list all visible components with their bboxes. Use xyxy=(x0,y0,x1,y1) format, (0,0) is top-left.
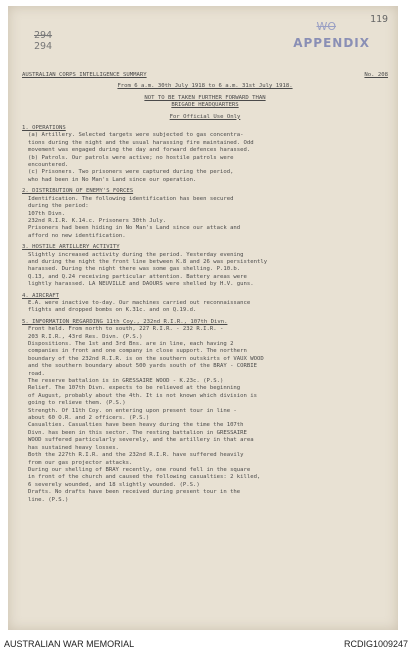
body-line: 6 severely wounded, and 18 slightly wounded. (P.S.) xyxy=(28,481,200,488)
section-title: 4. AIRCRAFT xyxy=(22,292,60,299)
body-line: (c) Prisoners. Two prisoners were captured during the period, xyxy=(28,169,234,176)
body-line: flights and dropped bombs on K.31c. and on Q.19.d. xyxy=(28,307,197,314)
body-line: encountered. xyxy=(28,162,69,169)
document-title: AUSTRALIAN CORPS INTELLIGENCE SUMMARY xyxy=(22,72,147,78)
summary-number: No. 208 xyxy=(364,72,388,78)
body-line: movement was engaged during the day and forward defences harassed. xyxy=(28,147,251,154)
restriction-line-1: NOT TO BE TAKEN FURTHER FORWARD THAN xyxy=(144,94,266,101)
section-body xyxy=(28,326,388,504)
body-line: Drafts. No drafts have been received during present tour in the xyxy=(28,489,241,496)
body-line: line. (P.S.) xyxy=(28,496,69,503)
body-line: Prisoners had been hiding in No Man's Land since our attack and xyxy=(28,225,241,232)
appendix-stamp: APPENDIX xyxy=(293,36,370,50)
body-line: 107th Divn. xyxy=(28,210,66,217)
page-number: 119 xyxy=(369,14,388,25)
body-line: road. xyxy=(28,370,45,377)
body-line: Front held. From north to south, 227 R.I.R. - 232 R.I.R. - xyxy=(28,326,224,333)
body-line: Identification. The following identification has been secured xyxy=(28,195,234,202)
body-line: has sustained heavy losses. xyxy=(28,444,119,451)
body-line: in front of the church and caused the following casualties: 2 killed, xyxy=(28,474,261,481)
section xyxy=(22,244,388,288)
body-line: Divn. has been in this sector. The resting battalion in GRESSAIRE xyxy=(28,429,247,436)
section-body xyxy=(28,300,388,315)
restriction-line-2: BRIGADE HEADQUARTERS xyxy=(171,102,239,109)
body-line: Both the 227th R.I.R. and the 232nd R.I.R. have suffered heavily xyxy=(28,452,244,459)
body-line: Q.13, and Q.24 receiving particular attention. Battery areas were xyxy=(28,273,247,280)
section-title: 1. OPERATIONS xyxy=(22,125,66,132)
body-line: E.A. were inactive to-day. Our machines carried out reconnaissance xyxy=(28,299,251,306)
reference-number-1: 294 xyxy=(34,30,53,41)
section-title: 2. DISTRIBUTION OF ENEMY'S FORCES xyxy=(22,188,134,195)
body-line: who had been in No Man's Land since our operation. xyxy=(28,176,197,183)
body-line: lightly harassed. LA NEUVILLE and DAOURS were shelled by H.V. guns. xyxy=(28,281,254,288)
body-line: (b) Patrols. Our patrols were active; no hostile patrols were xyxy=(28,154,234,161)
body-line: from our gas projector attacks. xyxy=(28,459,133,466)
reference-numbers xyxy=(34,30,52,52)
official-use-notice: For Official Use Only xyxy=(169,113,241,120)
body-line: During our shelling of BRAY recently, one round fell in the square xyxy=(28,466,251,473)
footer-institution: AUSTRALIAN WAR MEMORIAL xyxy=(4,639,135,649)
body-line: Strength. Of 11th Coy. on entering upon present tour in line - xyxy=(28,407,237,414)
section xyxy=(22,188,388,240)
body-line: boundary of the 232nd R.I.R. is on the southern outskirts of VAUX WOOD xyxy=(28,355,264,362)
body-line: Casualties. Casualties have been heavy during the time the 107th xyxy=(28,422,244,429)
section-title: 5. INFORMATION REGARDING 11th Coy., 232nd R.I.R., 107th Divn. xyxy=(22,318,228,325)
body-line: during the period: xyxy=(28,203,89,210)
body-line: 232nd R.I.R. K.14.c. Prisoners 30th July. xyxy=(28,217,167,224)
footer-record-id: RCDIG1009247 xyxy=(343,639,408,649)
body-line: Dispositions. The 1st and 3rd Bns. are in line, each having 2 xyxy=(28,341,234,347)
section xyxy=(22,319,388,504)
header-row xyxy=(22,72,388,79)
document-body xyxy=(22,72,388,504)
body-line: afford no new identification. xyxy=(28,232,126,239)
body-line: WOOD suffered particularly severely, and the artillery in that area xyxy=(28,437,254,444)
section-body xyxy=(28,132,388,184)
body-line: about 60 O.R. and 2 officers. (P.S.) xyxy=(28,415,150,422)
section xyxy=(22,293,388,315)
body-line: companies in front and one company in close support. The northern xyxy=(28,348,247,355)
document-page xyxy=(8,6,398,630)
body-line: of August, probably about the 4th. It is not known which division is xyxy=(28,392,258,399)
report-period: From 6 a.m. 30th July 1918 to 6 a.m. 31st July 1918. xyxy=(117,83,293,90)
body-line: harassed. During the night there was some gas shelling. P.10.b. xyxy=(28,266,241,273)
section-body xyxy=(28,196,388,240)
body-line: going to relieve them. (P.S.) xyxy=(28,400,126,407)
body-line: (a) Artillery. Selected targets were subjected to gas concentra- xyxy=(28,132,244,139)
body-line: Relief. The 107th Divn. expects to be relieved at the beginning xyxy=(28,385,241,392)
section-body xyxy=(28,252,388,289)
reference-number-2: 294 xyxy=(34,41,53,52)
body-line: Slightly increased activity during the period. Yesterday evening xyxy=(28,251,244,258)
sections-container xyxy=(22,125,388,504)
body-line: tions during the night and the usual harassing fire maintained. Odd xyxy=(28,139,254,146)
body-line: and the southern boundary about 500 yards south of the BRAY - CORBIE xyxy=(28,363,258,370)
body-line: 203 R.I.R., 43rd Res. Divn. (P.S.) xyxy=(28,333,143,340)
wo-stamp: WO xyxy=(316,20,336,33)
section-title: 3. HOSTILE ARTILLERY ACTIVITY xyxy=(22,244,120,251)
section xyxy=(22,125,388,184)
archive-footer xyxy=(0,637,412,651)
body-line: and during the night the front line between K.8 and 26 was persistently xyxy=(28,258,268,265)
body-line: The reserve battalion is in GRESSAIRE WOOD - K.23c. (P.S.) xyxy=(28,378,224,385)
